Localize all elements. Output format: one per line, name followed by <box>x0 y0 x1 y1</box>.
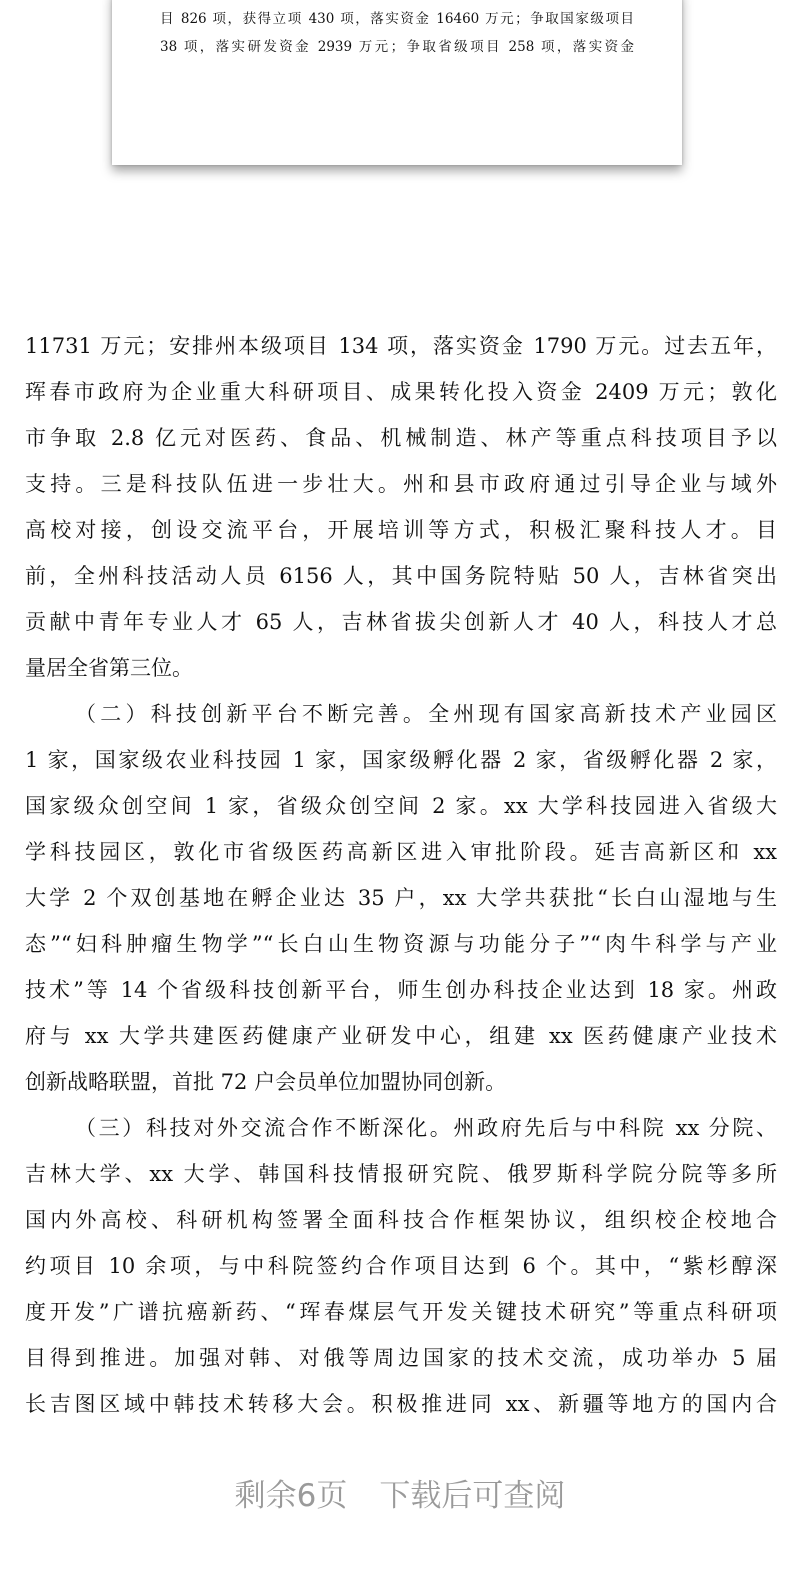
body-text-line: 态”“妇科肿瘤生物学”“长白山生物资源与功能分子”“肉牛科学与产业 <box>25 932 777 956</box>
body-text-line: 贡献中青年专业人才 65 人，吉林省拔尖创新人才 40 人，科技人才总 <box>25 610 777 634</box>
body-text-line: 前，全州科技活动人员 6156 人，其中国务院特贴 50 人，吉林省突出 <box>25 564 777 588</box>
body-text-line: 国内外高校、科研机构签署全面科技合作框架协议，组织校企校地合 <box>25 1208 777 1232</box>
card-text-line: 目 826 项，获得立项 430 项，落实资金 16460 万元；争取国家级项目 <box>160 11 634 27</box>
card-text-line: 38 项，落实研发资金 2939 万元；争取省级项目 258 项，落实资金 <box>160 39 634 55</box>
download-prompt[interactable] <box>0 1470 800 1515</box>
body-text-line: 创新战略联盟，首批 72 户会员单位加盟协同创新。 <box>25 1070 507 1094</box>
body-text-line: 府与 xx 大学共建医药健康产业研发中心，组建 xx 医药健康产业技术 <box>25 1024 777 1048</box>
body-text-line: 支持。三是科技队伍进一步壮大。州和县市政府通过引导企业与域外 <box>25 472 777 496</box>
body-text-line: 市争取 2.8 亿元对医药、食品、机械制造、林产等重点科技项目予以 <box>25 426 777 450</box>
remaining-pages-label[interactable]: 剩余6页 <box>234 1478 348 1514</box>
body-text-line: 技术”等 14 个省级科技创新平台，师生创办科技企业达到 18 家。州政 <box>25 978 777 1002</box>
body-text-line: 11731 万元；安排州本级项目 134 项，落实资金 1790 万元。过去五年， <box>25 334 777 358</box>
body-text-line: （二）科技创新平台不断完善。全州现有国家高新技术产业园区 <box>75 702 777 726</box>
body-text-line: 长吉图区域中韩技术转移大会。积极推进同 xx、新疆等地方的国内合 <box>25 1392 777 1416</box>
download-to-view-label[interactable]: 下载后可查阅 <box>379 1478 566 1514</box>
body-text-line: 学科技园区，敦化市省级医药高新区进入审批阶段。延吉高新区和 xx <box>25 840 777 864</box>
body-text-line: （三）科技对外交流合作不断深化。州政府先后与中科院 xx 分院、 <box>75 1116 777 1140</box>
body-text-line: 高校对接，创设交流平台，开展培训等方式，积极汇聚科技人才。目 <box>25 518 777 542</box>
body-text-line: 度开发”广谱抗癌新药、“珲春煤层气开发关键技术研究”等重点科研项 <box>25 1300 777 1324</box>
body-text-line: 量居全省第三位。 <box>25 656 193 680</box>
body-text-line: 1 家，国家级农业科技园 1 家，国家级孵化器 2 家，省级孵化器 2 家， <box>25 748 777 772</box>
body-text-line: 约项目 10 余项，与中科院签约合作项目达到 6 个。其中，“紫杉醇深 <box>25 1254 777 1278</box>
body-text-line: 国家级众创空间 1 家，省级众创空间 2 家。xx 大学科技园进入省级大 <box>25 794 777 818</box>
body-text-line: 目得到推进。加强对韩、对俄等周边国家的技术交流，成功举办 5 届 <box>25 1346 777 1370</box>
body-text-line: 吉林大学、xx 大学、韩国科技情报研究院、俄罗斯科学院分院等多所 <box>25 1162 777 1186</box>
body-text-line: 珲春市政府为企业重大科研项目、成果转化投入资金 2409 万元；敦化 <box>25 380 777 404</box>
preview-page-card <box>112 0 682 165</box>
document-body <box>25 328 777 1432</box>
body-text-line: 大学 2 个双创基地在孵企业达 35 户，xx 大学共获批“长白山湿地与生 <box>25 886 777 910</box>
